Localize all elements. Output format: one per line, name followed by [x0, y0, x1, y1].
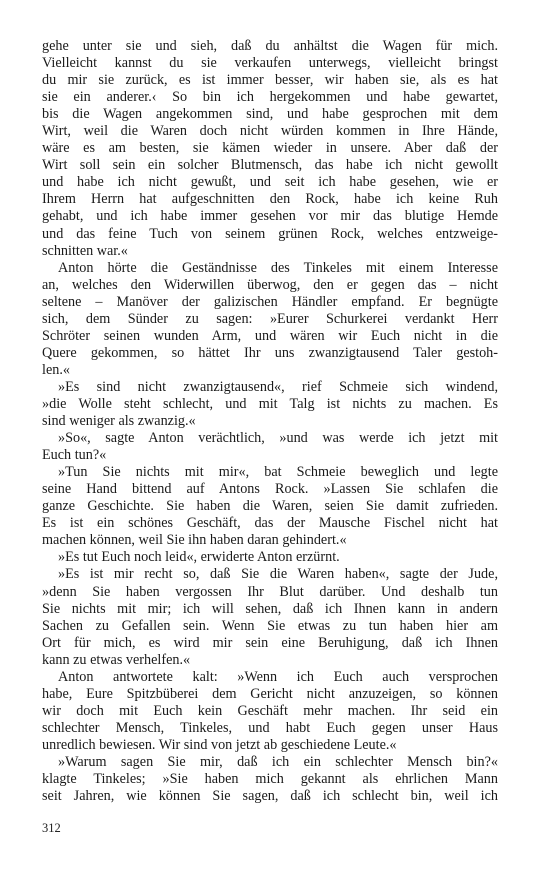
text-line: »Tun Sie nichts mit mir«, bat Schmeie beweglich und legte	[58, 464, 498, 481]
text-line: »denn Sie haben vergossen Ihr Blut darüber. Und deshalb tun	[42, 583, 498, 600]
text-line: schnitten war.«	[42, 242, 128, 259]
text-line: kann zu etwas verhelfen.«	[42, 651, 191, 668]
text-line: machen können, weil Sie ihn haben daran gehindert.«	[42, 532, 347, 549]
body-text	[42, 38, 498, 805]
text-line: Euch tun?«	[42, 447, 107, 464]
text-line: len.«	[42, 361, 70, 378]
text-line: seine Hand bittend auf Antons Rock. »Lassen Sie schlafen die	[42, 481, 498, 498]
text-line: du mir sie zurück, es ist immer besser, wir haben sie, als es hat	[42, 72, 498, 89]
text-line: »Es tut Euch noch leid«, erwiderte Anton erzürnt.	[58, 549, 340, 566]
text-line: an, welches den Widerwillen überwog, den er gegen das – nicht	[42, 276, 498, 293]
text-line: Schröter seinen wunden Arm, und wären wir Euch nicht in die	[42, 327, 498, 344]
text-line: Es ist ein schönes Geschäft, das der Mausche Fischel nicht hat	[42, 515, 498, 532]
text-line: »Es ist mir recht so, daß Sie die Waren haben«, sagte der Jude,	[58, 566, 498, 583]
text-line: wir doch mit Euch kein Geschäft mehr machen. Ihr seid ein	[42, 702, 498, 719]
text-line: »die Wolle steht schlecht, und mit Talg ist nichts zu machen. Es	[42, 395, 498, 412]
text-line: gehabt, und ich habe immer gesehen vor mir das blutige Hemde	[42, 208, 498, 225]
text-line: Wirt, weil die Waren doch nicht würden kommen in Ihre Hände,	[42, 123, 498, 140]
text-line: Anton hörte die Geständnisse des Tinkeles mit einem Interesse	[58, 259, 498, 276]
text-line: und das feine Tuch von seinem grünen Rock, welches entzweige-	[42, 225, 498, 242]
text-line: schlechter Mensch, Tinkeles, und habt Euch gegen unser Haus	[42, 719, 498, 736]
text-line: und habe ich nicht gewußt, und seit ich habe gesehen, wie er	[42, 174, 498, 191]
page-number: 312	[42, 821, 61, 835]
text-line: Wirt soll sein ein solcher Blutmensch, das habe ich nicht gewollt	[42, 157, 498, 174]
text-line: Sie nichts mit mir; ich will sehen, daß ich Ihnen kann in andern	[42, 600, 498, 617]
text-line: »So«, sagte Anton verächtlich, »und was werde ich jetzt mit	[58, 430, 498, 447]
text-line: sich, dem Sünder zu sagen: »Eurer Schurkerei verdankt Herr	[42, 310, 498, 327]
text-line: Sachen zu Gefallen sein. Wenn Sie etwas zu tun haben hier am	[42, 617, 498, 634]
text-line: ganze Geschichte. Sie haben die Waren, seien Sie damit zufrieden.	[42, 498, 498, 515]
text-line: Vielleicht kannst du sie verkaufen unterwegs, vielleicht bringst	[42, 55, 498, 72]
text-line: seit Jahren, wie können Sie sagen, daß ich schlecht bin, weil ich	[42, 788, 498, 805]
text-line: unredlich bewiesen. Wir sind von jetzt ab geschiedene Leute.«	[42, 736, 397, 753]
text-line: klagte Tinkeles; »Sie haben mich gekannt als ehrlichen Mann	[42, 771, 498, 788]
text-line: »Es sind nicht zwanzigtausend«, rief Schmeie sich windend,	[58, 378, 498, 395]
text-line: wäre es am besten, sie kämen wieder in unsere. Aber daß der	[42, 140, 498, 157]
text-line: bis die Wagen angekommen sind, und habe gesprochen mit dem	[42, 106, 498, 123]
text-line: habe, Eure Spitzbüberei dem Gericht nicht anzuzeigen, so können	[42, 685, 498, 702]
text-line: sie ein anderer.‹ So bin ich hergekommen und habe gewartet,	[42, 89, 498, 106]
text-line: gehe unter sie und sieh, daß du anhältst die Wagen für mich.	[42, 38, 498, 54]
text-line: Ort für mich, es wird mir sein eine Beruhigung, daß ich Ihnen	[42, 634, 498, 651]
text-line: Quere gekommen, so hättet Ihr uns zwanzigtausend Taler gestoh-	[42, 344, 498, 361]
text-line: seltene – Manöver der galizischen Händler empfand. Er begnügte	[42, 293, 498, 310]
text-line: »Warum sagen Sie mir, daß ich ein schlechter Mensch bin?«	[58, 753, 498, 770]
text-line: Anton antwortete kalt: »Wenn ich Euch auch versprochen	[58, 668, 498, 685]
text-line: Ihrem Herrn hat aufgeschnitten den Rock, habe ich keine Ruh	[42, 191, 498, 208]
text-line: sind weniger als zwanzig.«	[42, 413, 196, 430]
